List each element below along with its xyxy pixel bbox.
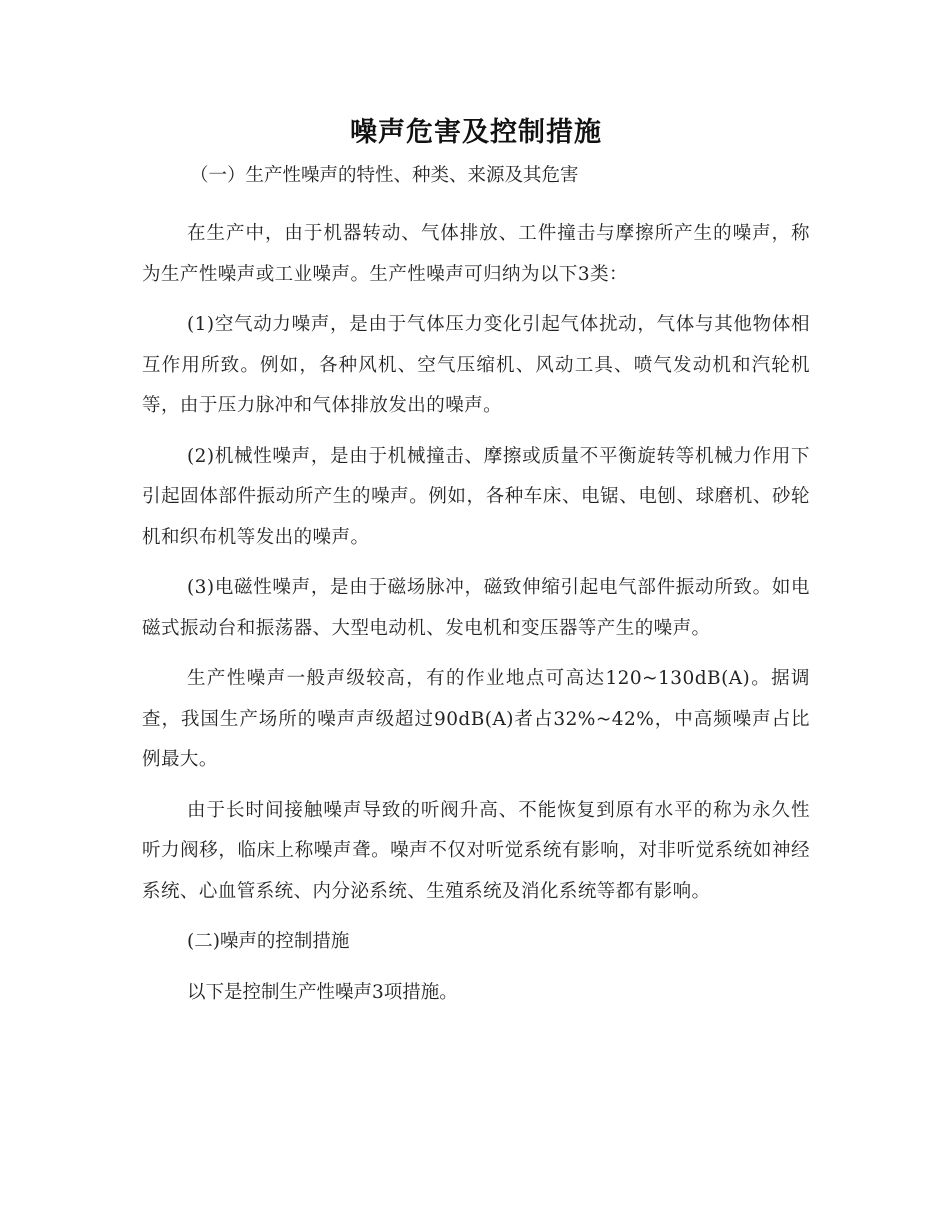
section-heading-1: （一）生产性噪声的特性、种类、来源及其危害 xyxy=(190,165,579,186)
paragraph-aerodynamic-noise: (1)空气动力噪声，是由于气体压力变化引起气体扰动，气体与其他物体相互作用所致。例如，各种风机、空气压缩机、风动工具、喷气发动机和汽轮机等，由于压力脉冲和气体排放发出的噪声。 xyxy=(142,314,810,416)
paragraph-intro: 在生产中，由于机器转动、气体排放、工件撞击与摩擦所产生的噪声，称为生产性噪声或工业噪声。生产性噪声可归纳为以下3类： xyxy=(142,223,810,285)
paragraph-mechanical-noise: (2)机械性噪声，是由于机械撞击、摩擦或质量不平衡旋转等机械力作用下引起固体部件振动所产生的噪声。例如，各种车床、电锯、电刨、球磨机、砂轮机和织布机等发出的噪声。 xyxy=(142,445,810,548)
section-heading-2: (二)噪声的控制措施 xyxy=(187,931,350,952)
paragraph-noise-levels: 生产性噪声一般声级较高，有的作业地点可高达120~130dB(A)。据调查，我国生产场所的噪声声级超过90dB(A)者占32%~42%，中高频噪声占比例最大。 xyxy=(142,668,810,770)
document-title: 噪声危害及控制措施 xyxy=(350,117,602,148)
paragraph-closing: 以下是控制生产性噪声3项措施。 xyxy=(187,981,458,1003)
paragraph-health-effects: 由于长时间接触噪声导致的听阀升高、不能恢复到原有水平的称为永久性听力阀移，临床上称噪声聋。噪声不仅对听觉系统有影响，对非听觉系统如神经系统、心血管系统、内分泌系统、生殖系统及消化系统等都有影响。 xyxy=(142,799,810,902)
paragraph-electromagnetic-noise: (3)电磁性噪声，是由于磁场脉冲，磁致伸缩引起电气部件振动所致。如电磁式振动台和振荡器、大型电动机、发电机和变压器等产生的噪声。 xyxy=(142,577,810,639)
